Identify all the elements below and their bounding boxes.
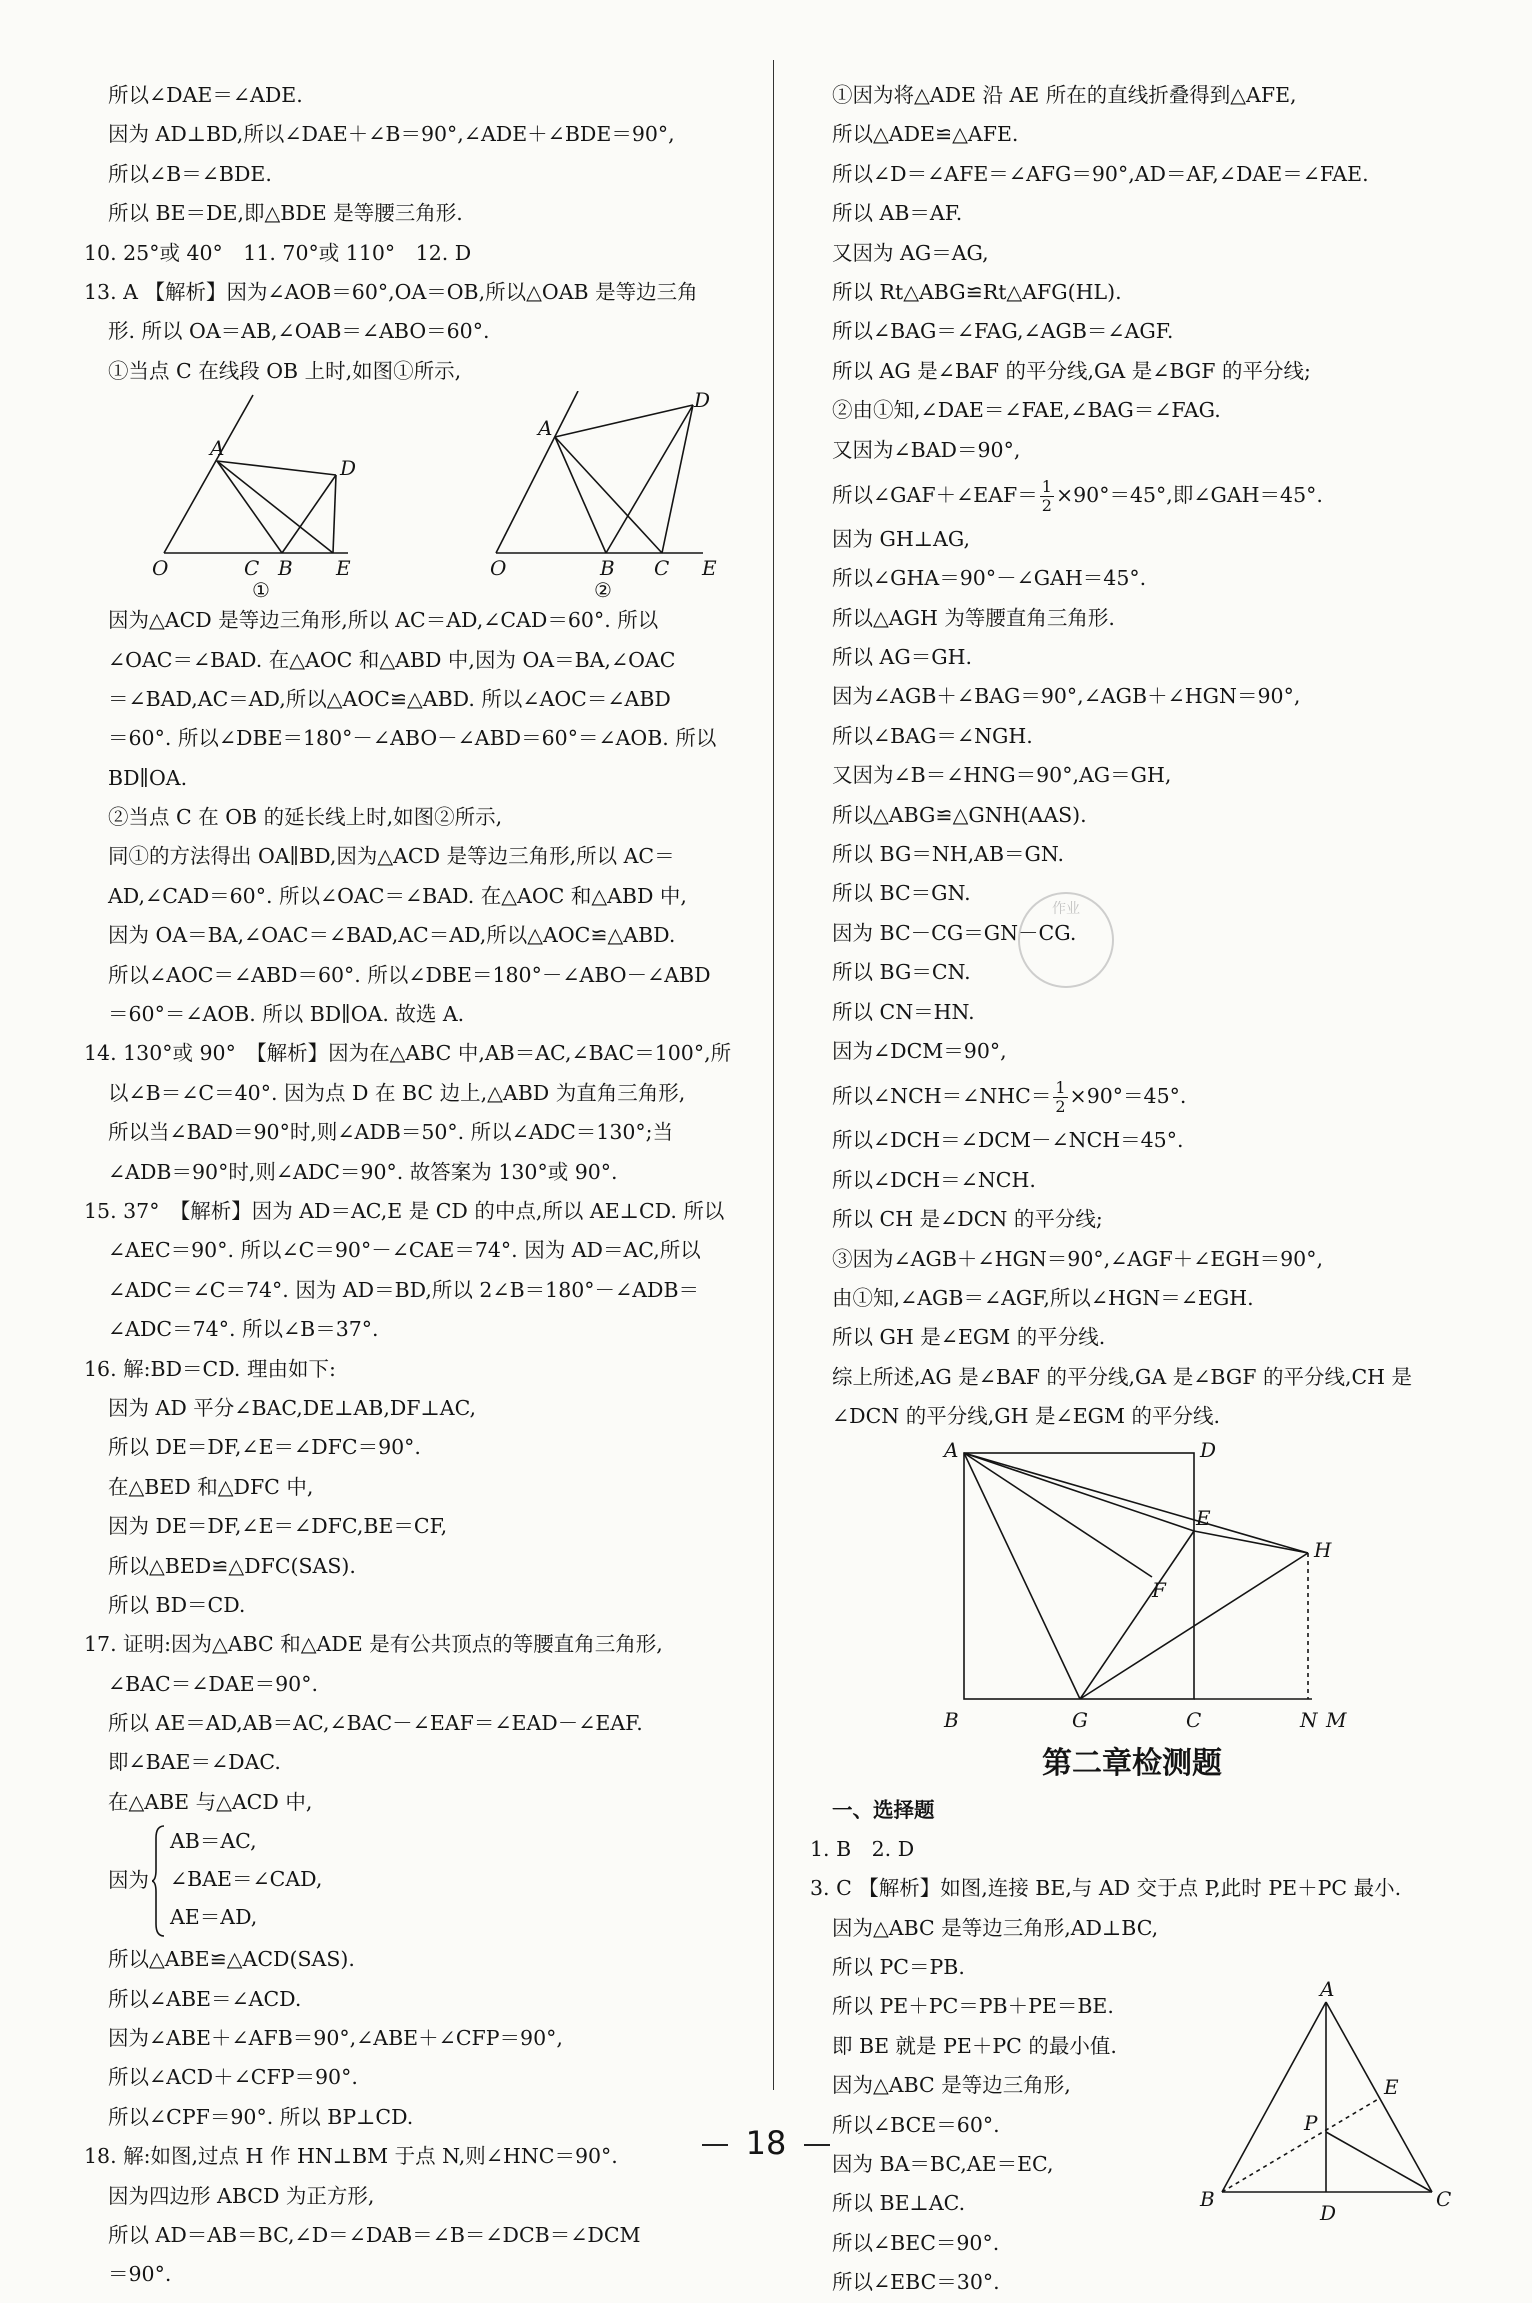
page-number: 18 [745, 2124, 787, 2162]
left2-line: 所以∠AOC＝∠ABD＝60°. 所以∠DBE＝180°－∠ABO－∠ABD [108, 962, 711, 987]
left2-line: ＝∠BAD,AC＝AD,所以△AOC≌△ABD. 所以∠AOC＝∠ABD [108, 686, 671, 711]
left3-line: 所以∠CPF＝90°. 所以 BP⊥CD. [108, 2104, 414, 2129]
left2-line: 在△ABE 与△ACD 中, [108, 1789, 313, 1814]
right4-line: 因为△ABC 是等边三角形, [832, 2073, 1071, 2098]
left-text-block-1 [84, 76, 758, 391]
watermark-stamp [1018, 892, 1114, 988]
svg-text:M: M [1326, 1707, 1347, 1732]
right3-line: 所以∠DCH＝∠DCM－∠NCH＝45°. [832, 1128, 1184, 1153]
left3-line: 18. 解:如图,过点 H 作 HN⊥BM 于点 N,则∠HNC＝90°. [84, 2144, 618, 2169]
right3-line: ③因为∠AGB＋∠HGN＝90°,∠AGF＋∠EGH＝90°, [832, 1246, 1323, 1271]
brace-prefix: 因为 [108, 1868, 149, 1893]
right-column [810, 76, 1472, 2303]
right-line: 又因为 AG＝AG, [832, 240, 989, 265]
svg-text:A: A [1320, 1979, 1335, 2001]
svg-text:B: B [600, 556, 615, 581]
frac1-post: ×90°＝45°,即∠GAH＝45°. [1055, 482, 1323, 507]
left3-line: 因为四边形 ABCD 为正方形, [108, 2183, 375, 2208]
left2-line: ＝60°. 所以∠DBE＝180°－∠ABO－∠ABD＝60°＝∠AOB. 所以 [108, 726, 717, 751]
left2-line: 所以当∠BAD＝90°时,则∠ADB＝50°. 所以∠ADC＝130°;当 [108, 1120, 674, 1145]
figure-18 [832, 1437, 1472, 1737]
right3-line: 所以∠DCH＝∠NCH. [832, 1167, 1036, 1192]
right4-line: 因为 BA＝BC,AE＝EC, [832, 2152, 1054, 2177]
brace-line-2: ∠BAE＝∠CAD, [170, 1867, 323, 1892]
frac1-pre: 所以∠GAF＋∠EAF＝ [832, 482, 1038, 507]
right2-line: 所以 BC＝GN. [832, 881, 971, 906]
left2-line: 所以 BD＝CD. [108, 1592, 246, 1617]
right3-line: 综上所述,AG 是∠BAF 的平分线,GA 是∠BGF 的平分线,CH 是 [832, 1364, 1413, 1389]
svg-text:C: C [1186, 1707, 1202, 1732]
svg-text:O: O [152, 556, 169, 581]
chapter-title: 第二章检测题 [1042, 1745, 1222, 1781]
right4-line: 所以∠BCE＝60°. [832, 2112, 1000, 2137]
svg-text:C: C [654, 556, 670, 581]
stamp-text: 作业 [1052, 901, 1080, 917]
right4-line: 所以 PC＝PB. [832, 1955, 965, 1980]
left-line: 所以 BE＝DE,即△BDE 是等腰三角形. [108, 201, 463, 226]
svg-text:B: B [1200, 2186, 1215, 2211]
right-text-block-4-wrap [810, 1830, 1472, 2303]
left2-line: 以∠B＝∠C＝40°. 因为点 D 在 BC 边上,△ABD 为直角三角形, [108, 1080, 686, 1105]
left-text-block-2 [84, 601, 758, 1822]
left2-line: 同①的方法得出 OA∥BD,因为△ACD 是等边三角形,所以 AC＝ [108, 844, 675, 869]
left2-line: 16. 解:BD＝CD. 理由如下: [84, 1356, 336, 1381]
right-line: 所以 Rt△ABG≌Rt△AFG(HL). [832, 279, 1122, 304]
figure-1-label: ① [252, 578, 270, 602]
frac2-den: 2 [1055, 1097, 1066, 1117]
left2-line: ∠OAC＝∠BAD. 在△AOC 和△ABD 中,因为 OA＝BA,∠OAC [108, 647, 676, 672]
right4-line: 所以∠BEC＝90°. [832, 2230, 1000, 2255]
right-line: 又因为∠BAD＝90°, [832, 437, 1021, 462]
left2-line: 因为△ACD 是等边三角形,所以 AC＝AD,∠CAD＝60°. 所以 [108, 608, 659, 633]
left2-line: 所以△BED≌△DFC(SAS). [108, 1553, 356, 1578]
right2-line: 所以△AGH 为等腰直角三角形. [832, 605, 1115, 630]
left2-line: 因为 OA＝BA,∠OAC＝∠BAD,AC＝AD,所以△AOC≌△ABD. [108, 923, 676, 948]
left3-line: 因为∠ABE＋∠AFB＝90°,∠ABE＋∠CFP＝90°, [108, 2026, 563, 2051]
right4-line: 即 BE 就是 PE＋PC 的最小值. [832, 2033, 1117, 2058]
left2-line: 所以 DE＝DF,∠E＝∠DFC＝90°. [108, 1435, 421, 1460]
fraction-1 [1040, 478, 1054, 515]
svg-text:E: E [336, 556, 351, 581]
right2-line: 所以 BG＝NH,AB＝GN. [832, 842, 1065, 867]
svg-text:D: D [1320, 2200, 1337, 2225]
right2-line: 因为 GH⊥AG, [832, 526, 971, 551]
right2-line: 所以 AG＝GH. [832, 645, 972, 670]
column-divider [773, 60, 774, 2090]
section-title: 一、选择题 [832, 1797, 935, 1822]
right-line: 所以∠BAG＝∠FAG,∠AGB＝∠AGF. [832, 319, 1174, 344]
right4-line: 所以 BE⊥AC. [832, 2191, 966, 2216]
svg-text:F: F [1152, 1577, 1166, 1602]
right4-line: 1. B 2. D [810, 1836, 915, 1861]
svg-text:H: H [1314, 1537, 1332, 1562]
right-line: ②由①知,∠DAE＝∠FAE,∠BAG＝∠FAG. [832, 398, 1221, 423]
brace-icon [152, 1824, 166, 1938]
right2-line: 所以△ABG≌△GNH(AAS). [832, 802, 1087, 827]
right4-line: 所以∠EBC＝30°. [832, 2270, 1000, 2295]
svg-text:B: B [278, 556, 293, 581]
left3-line: 所以△ABE≌△ACD(SAS). [108, 1947, 355, 1972]
right2-line: 因为 BC－CG＝GN－CG. [832, 920, 1077, 945]
figure-13 [108, 391, 758, 601]
svg-text:A: A [210, 436, 225, 461]
svg-text:P: P [1304, 2110, 1318, 2135]
left-column [84, 76, 758, 2295]
svg-text:N: N [1300, 1707, 1318, 1732]
svg-text:D: D [694, 391, 711, 413]
left-text-block-3 [84, 1940, 758, 2295]
left2-line: 因为 DE＝DF,∠E＝∠DFC,BE＝CF, [108, 1514, 448, 1539]
right-text-block-3 [832, 1121, 1472, 1436]
left2-line: ∠AEC＝90°. 所以∠C＝90°－∠CAE＝74°. 因为 AD＝AC,所以 [108, 1238, 701, 1263]
right2-line: 又因为∠B＝∠HNG＝90°,AG＝GH, [832, 763, 1172, 788]
right4-line: 因为△ABC 是等边三角形,AD⊥BC, [832, 1915, 1159, 1940]
right-line: 所以 AG 是∠BAF 的平分线,GA 是∠BGF 的平分线; [832, 358, 1311, 383]
frac1-den: 2 [1041, 495, 1052, 515]
right2-line: 所以∠GHA＝90°－∠GAH＝45°. [832, 566, 1147, 591]
right2-line: 因为∠DCM＝90°, [832, 1038, 1007, 1063]
left-line: 形. 所以 OA＝AB,∠OAB＝∠ABO＝60°. [108, 319, 490, 344]
frac2-pre: 所以∠NCH＝∠NHC＝ [832, 1084, 1052, 1109]
right-line: 所以 AB＝AF. [832, 201, 963, 226]
right3-line: 所以 CH 是∠DCN 的平分线; [832, 1207, 1103, 1232]
right3-line: ∠DCN 的平分线,GH 是∠EGM 的平分线. [832, 1404, 1221, 1429]
svg-text:D: D [1200, 1437, 1217, 1462]
svg-text:A: A [538, 416, 553, 441]
frac2-num: 1 [1055, 1078, 1066, 1098]
left2-line: 即∠BAE＝∠DAC. [108, 1750, 281, 1775]
left-line: 所以∠B＝∠BDE. [108, 161, 272, 186]
figure-2-label: ② [594, 578, 612, 602]
right-text-block-1 [832, 76, 1472, 470]
svg-text:A: A [944, 1437, 959, 1462]
left2-line: 因为 AD 平分∠BAC,DE⊥AB,DF⊥AC, [108, 1395, 477, 1420]
figure-13-1 [164, 395, 348, 553]
left2-line: 所以 AE＝AD,AB＝AC,∠BAC－∠EAF＝∠EAD－∠EAF. [108, 1711, 643, 1736]
svg-text:E: E [1384, 2074, 1399, 2099]
right3-line: 所以 GH 是∠EGM 的平分线. [832, 1325, 1106, 1350]
left2-line: ②当点 C 在 OB 的延长线上时,如图②所示, [108, 805, 503, 830]
svg-text:C: C [244, 556, 260, 581]
right-text-block-2 [832, 520, 1472, 1071]
svg-text:E: E [702, 556, 717, 581]
left3-line: 所以 AD＝AB＝BC,∠D＝∠DAB＝∠B＝∠DCB＝∠DCM [108, 2222, 641, 2247]
right2-line: 因为∠AGB＋∠BAG＝90°,∠AGB＋∠HGN＝90°, [832, 684, 1301, 709]
left-line: 13. A 【解析】因为∠AOB＝60°,OA＝OB,所以△OAB 是等边三角 [84, 279, 698, 304]
svg-text:B: B [944, 1707, 959, 1732]
left3-line: 所以∠ABE＝∠ACD. [108, 1986, 302, 2011]
figure-row-13 [108, 391, 758, 601]
frac1-num: 1 [1041, 476, 1052, 496]
right4-line: 3. C 【解析】如图,连接 BE,与 AD 交于点 P,此时 PE＋PC 最小. [810, 1876, 1402, 1901]
svg-text:G: G [1072, 1707, 1088, 1732]
left3-line: ＝90°. [108, 2262, 172, 2287]
left2-line: ∠ADC＝∠C＝74°. 因为 AD＝BD,所以 2∠B＝180°－∠ADB＝ [108, 1277, 700, 1302]
left3-line: 所以∠ACD＋∠CFP＝90°. [108, 2065, 358, 2090]
frac2-post: ×90°＝45°. [1069, 1084, 1187, 1109]
figure-18-wrap [832, 1437, 1472, 1737]
right2-line: 所以∠BAG＝∠NGH. [832, 723, 1033, 748]
svg-text:E: E [1196, 1505, 1211, 1530]
left2-line: ∠ADC＝74°. 所以∠B＝37°. [108, 1317, 379, 1342]
svg-text:C: C [1436, 2186, 1452, 2211]
left2-line: BD∥OA. [108, 765, 188, 790]
left2-line: 14. 130°或 90° 【解析】因为在△ABC 中,AB＝AC,∠BAC＝100°,所 [84, 1041, 732, 1066]
fraction-line-1 [832, 470, 1472, 520]
left-line: 所以∠DAE＝∠ADE. [108, 83, 303, 107]
left2-line: AD,∠CAD＝60°. 所以∠OAC＝∠BAD. 在△AOC 和△ABD 中, [108, 883, 687, 908]
left-line: ①当点 C 在线段 OB 上时,如图①所示, [108, 358, 462, 383]
right-line: ①因为将△ADE 沿 AE 所在的直线折叠得到△AFE, [832, 83, 1297, 107]
fraction-line-2 [832, 1071, 1472, 1121]
brace-system [108, 1822, 758, 1940]
right4-line: 所以 PE＋PC＝PB＋PE＝BE. [832, 1994, 1114, 2019]
right3-line: 由①知,∠AGB＝∠AGF,所以∠HGN＝∠EGH. [832, 1285, 1254, 1310]
brace-line-1: AB＝AC, [170, 1829, 257, 1854]
figure-13-2 [496, 391, 703, 553]
svg-text:D: D [340, 456, 357, 481]
left-line: 因为 AD⊥BD,所以∠DAE＋∠B＝90°,∠ADE＋∠BDE＝90°, [108, 122, 675, 147]
brace-line-3: AE＝AD, [170, 1905, 258, 1930]
svg-text:O: O [490, 556, 507, 581]
right-line: 所以∠D＝∠AFE＝∠AFG＝90°,AD＝AF,∠DAE＝∠FAE. [832, 161, 1369, 186]
page-number-footer [0, 2124, 1532, 2162]
fraction-2 [1053, 1079, 1067, 1116]
left2-line: 在△BED 和△DFC 中, [108, 1474, 314, 1499]
left2-line: ∠BAC＝∠DAE＝90°. [108, 1671, 318, 1696]
left2-line: 17. 证明:因为△ABC 和△ADE 是有公共顶点的等腰直角三角形, [84, 1632, 663, 1657]
left-line: 10. 25°或 40° 11. 70°或 110° 12. D [84, 240, 472, 265]
left2-line: 15. 37° 【解析】因为 AD＝AC,E 是 CD 的中点,所以 AE⊥CD. 所以 [84, 1198, 725, 1223]
left2-line: ＝60°＝∠AOB. 所以 BD∥OA. 故选 A. [108, 1002, 465, 1027]
right2-line: 所以 BG＝CN. [832, 960, 971, 985]
right-line: 所以△ADE≌△AFE. [832, 122, 1019, 147]
right2-line: 所以 CN＝HN. [832, 999, 975, 1024]
left2-line: ∠ADB＝90°时,则∠ADC＝90°. 故答案为 130°或 90°. [108, 1159, 618, 1184]
